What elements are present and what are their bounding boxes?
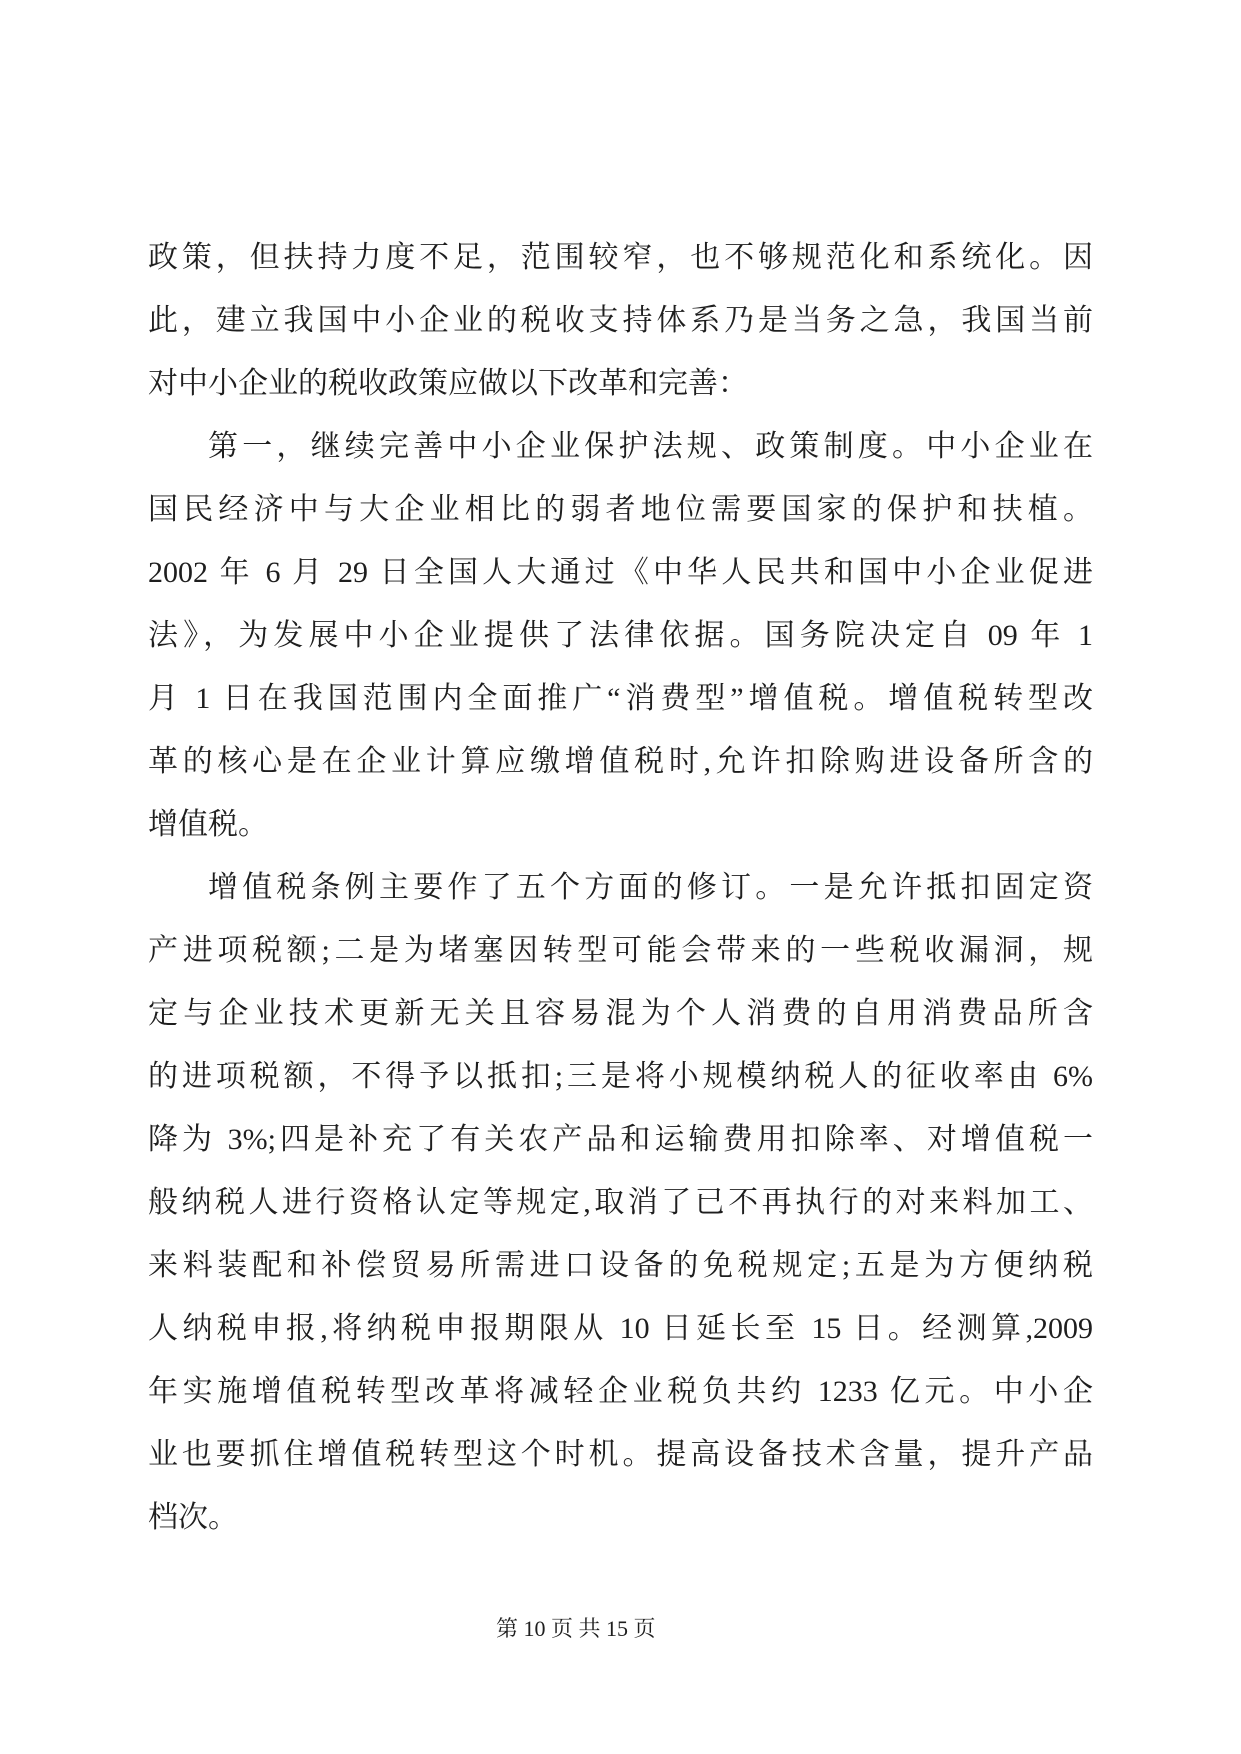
body-text-line: 档次。 [148, 1501, 238, 1534]
body-text-line: 降为 3%;四是补充了有关农产品和运输费用扣除率、对增值税一 [148, 1123, 1093, 1156]
body-text-line: 增值税条例主要作了五个方面的修订。一是允许抵扣固定资 [208, 871, 1093, 904]
page-footer [496, 1614, 656, 1644]
body-text-line: 对中小企业的税收政策应做以下改革和完善： [148, 367, 748, 400]
body-text-line: 业也要抓住增值税转型这个时机。提高设备技术含量，提升产品 [148, 1438, 1093, 1471]
body-text-line: 第一，继续完善中小企业保护法规、政策制度。中小企业在 [208, 430, 1093, 463]
body-text-line: 来料装配和补偿贸易所需进口设备的免税规定;五是为方便纳税 [148, 1249, 1093, 1282]
body-text-line: 法》，为发展中小企业提供了法律依据。国务院决定自 09 年 1 [148, 619, 1093, 652]
body-text-line: 革的核心是在企业计算应缴增值税时,允许扣除购进设备所含的 [148, 745, 1093, 778]
body-text-line: 2002 年 6 月 29 日全国人大通过《中华人民共和国中小企业促进 [148, 556, 1093, 589]
body-text-line: 产进项税额;二是为堵塞因转型可能会带来的一些税收漏洞，规 [148, 934, 1093, 967]
body-text-line: 年实施增值税转型改革将减轻企业税负共约 1233 亿元。中小企 [148, 1375, 1093, 1408]
document-body [148, 226, 1093, 1549]
body-text-line: 增值税。 [148, 808, 268, 841]
body-text-line: 定与企业技术更新无关且容易混为个人消费的自用消费品所含 [148, 997, 1093, 1030]
paragraph [148, 415, 1093, 856]
body-text-line: 人纳税申报,将纳税申报期限从 10 日延长至 15 日。经测算,2009 [148, 1312, 1093, 1345]
paragraph [148, 226, 1093, 415]
paragraph [148, 856, 1093, 1549]
body-text-line: 国民经济中与大企业相比的弱者地位需要国家的保护和扶植。 [148, 493, 1093, 526]
body-text-line: 的进项税额，不得予以抵扣;三是将小规模纳税人的征收率由 6% [148, 1060, 1093, 1093]
body-text-line: 政策，但扶持力度不足，范围较窄，也不够规范化和系统化。因 [148, 241, 1093, 274]
body-text-line: 般纳税人进行资格认定等规定,取消了已不再执行的对来料加工、 [148, 1186, 1093, 1219]
body-text-line: 此，建立我国中小企业的税收支持体系乃是当务之急，我国当前 [148, 304, 1093, 337]
page-number-label: 第 10 页 共 15 页 [496, 1616, 656, 1641]
body-text-line: 月 1 日在我国范围内全面推广“消费型”增值税。增值税转型改 [148, 682, 1093, 715]
